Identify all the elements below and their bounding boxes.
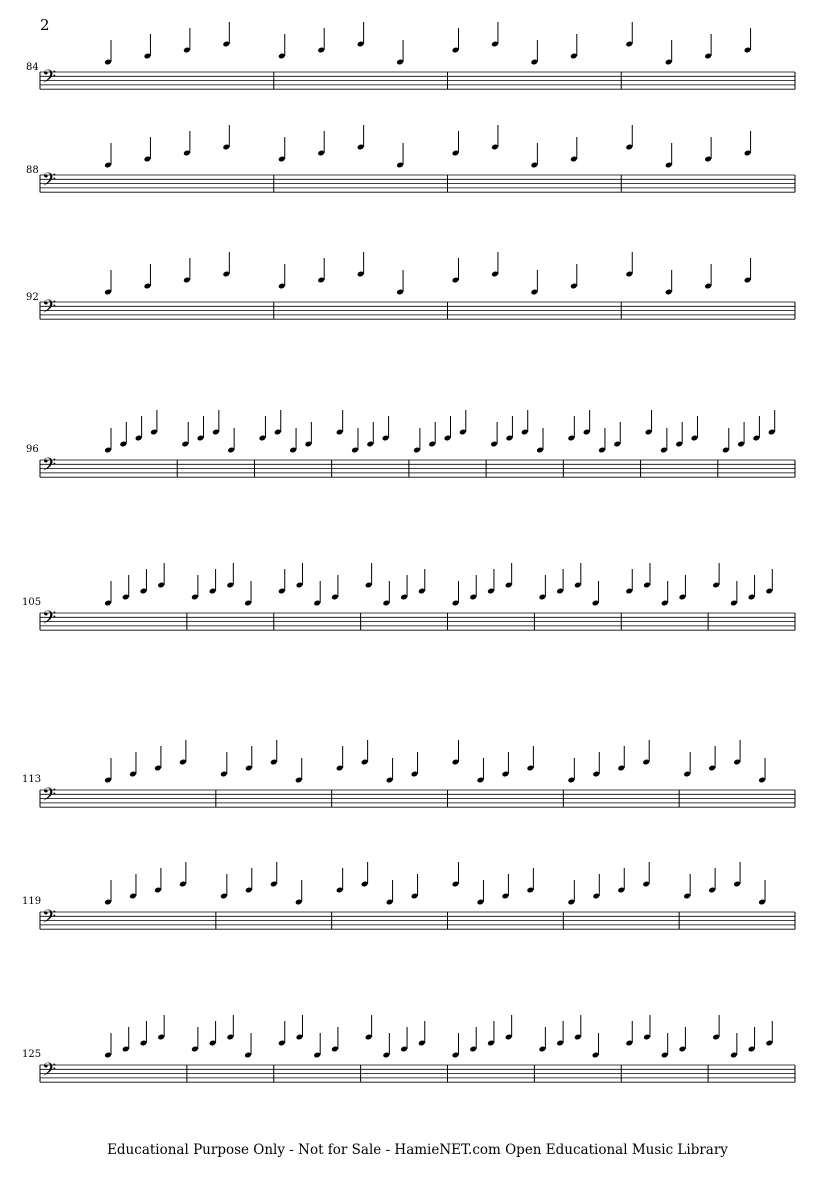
measure-number-96: 96	[26, 444, 39, 455]
measure-number-125: 125	[22, 1049, 42, 1060]
bass-clef-icon: 𝄢	[42, 297, 57, 322]
measure-number-113: 113	[22, 774, 42, 785]
staff-system	[40, 563, 795, 633]
footer-text: Educational Purpose Only - Not for Sale - HamieNET.com Open Educational Music Library	[107, 1142, 728, 1158]
measure-number-84: 84	[26, 62, 39, 73]
bass-clef-icon: 𝄢	[42, 455, 57, 480]
bass-clef-icon: 𝄢	[42, 1060, 57, 1085]
bass-clef-icon: 𝄢	[42, 67, 57, 92]
bass-clef-icon: 𝄢	[42, 170, 57, 195]
staff-system	[40, 862, 795, 932]
bass-clef-icon: 𝄢	[42, 608, 57, 633]
staff-system	[40, 740, 795, 810]
measure-number-105: 105	[22, 597, 42, 608]
measure-number-92: 92	[26, 292, 39, 303]
staff-system	[40, 1015, 795, 1085]
staff-systems	[40, 22, 795, 1085]
bass-clef-icon: 𝄢	[42, 785, 57, 810]
staff-system	[40, 252, 795, 322]
staff-system	[40, 125, 795, 195]
measure-number-119: 119	[22, 896, 42, 907]
staff-system	[40, 410, 795, 480]
page-number: 2	[40, 16, 50, 34]
bass-clef-icon: 𝄢	[42, 907, 57, 932]
measure-number-88: 88	[26, 165, 39, 176]
staff-system	[40, 22, 795, 92]
